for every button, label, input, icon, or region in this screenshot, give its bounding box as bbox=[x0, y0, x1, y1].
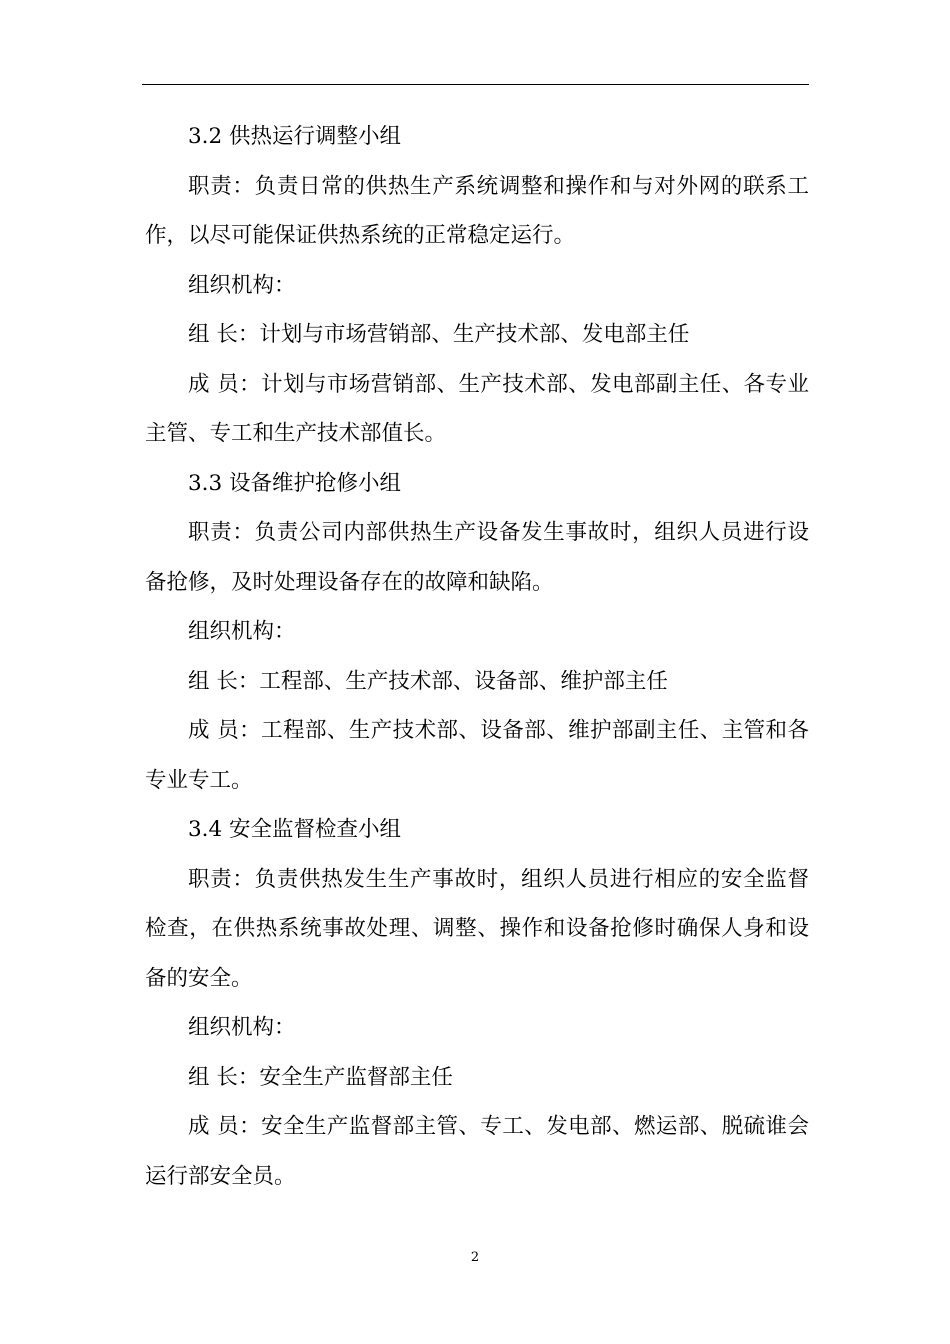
team-leader-line: 组 长：计划与市场营销部、生产技术部、发电部主任 bbox=[188, 322, 690, 347]
section-heading-3-3: 3.3 设备维护抢修小组 bbox=[188, 470, 402, 496]
section-heading-3-2: 3.2 供热运行调整小组 bbox=[188, 124, 402, 149]
organization-label: 组织机构： bbox=[188, 619, 296, 644]
section-heading-3-4: 3.4 安全监督检查小组 bbox=[188, 817, 402, 842]
team-members-line: 成 员：工程部、生产技术部、设备部、维护部副主任、主管和各专业专工。 bbox=[145, 718, 809, 793]
responsibility-paragraph: 职责：负责供热发生生产事故时，组织人员进行相应的安全监督检查，在供热系统事故处理、调整、操作和设备抢修时确保人身和设备的安全。 bbox=[145, 866, 809, 991]
page-number: 2 bbox=[470, 1250, 480, 1265]
organization-label: 组织机构： bbox=[188, 272, 296, 298]
team-leader-line: 组 长：工程部、生产技术部、设备部、维护部主任 bbox=[188, 668, 668, 694]
organization-label: 组织机构： bbox=[188, 1015, 296, 1040]
document-body bbox=[145, 112, 809, 1201]
team-leader-line: 组 长：安全生产监督部主任 bbox=[188, 1064, 453, 1090]
responsibility-paragraph: 职责：负责公司内部供热生产设备发生事故时，组织人员进行设备抢修，及时处理设备存在的故障和缺陷。 bbox=[145, 520, 809, 595]
team-members-line: 成 员：计划与市场营销部、生产技术部、发电部副主任、各专业主管、专工和生产技术部值长。 bbox=[145, 371, 809, 446]
header-rule bbox=[142, 84, 809, 85]
responsibility-paragraph: 职责：负责日常的供热生产系统调整和操作和与对外网的联系工作，以尽可能保证供热系统的正常稳定运行。 bbox=[145, 173, 809, 248]
team-members-line: 成 员：安全生产监督部主管、专工、发电部、燃运部、脱硫谁会运行部安全员。 bbox=[145, 1114, 809, 1189]
